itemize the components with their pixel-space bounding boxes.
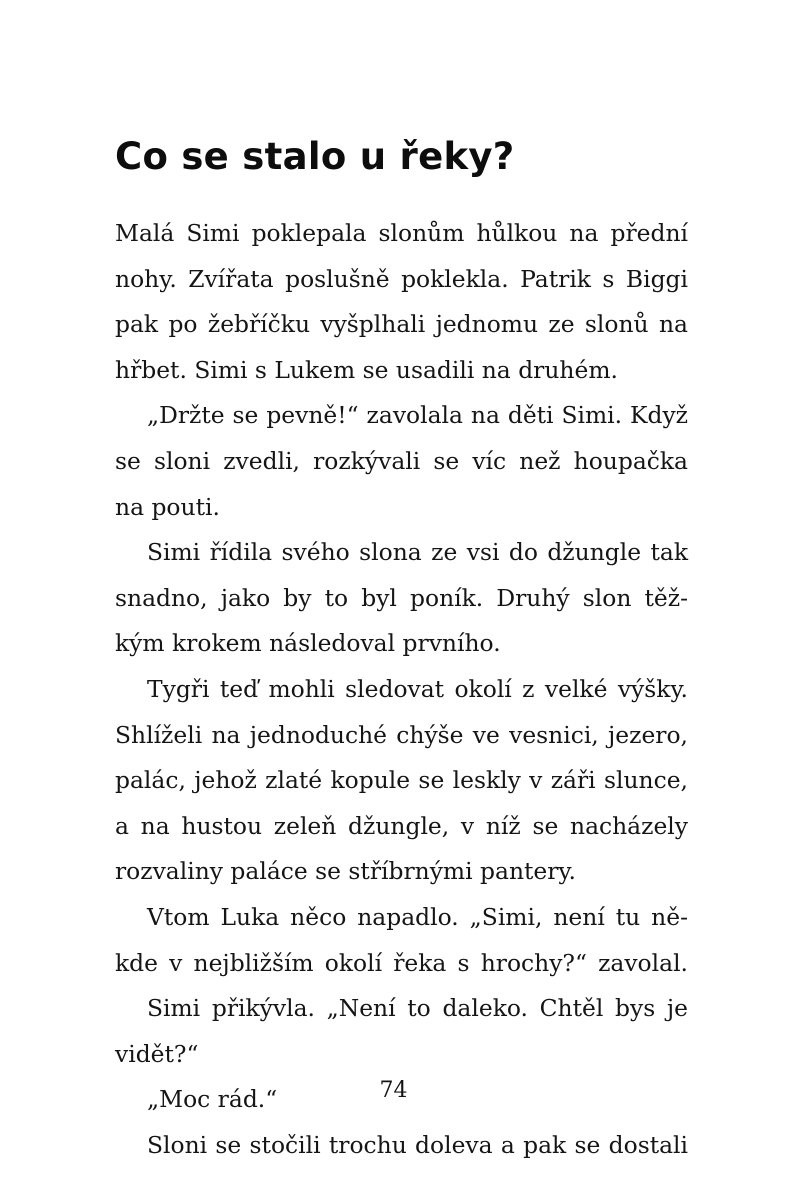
text-line: Shlíželi na jednoduché chýše ve vesnici, jezero,	[115, 720, 688, 749]
text-line: Tygři teď mohli sledovat okolí z velké výšky.	[147, 674, 688, 703]
text-line: rozvaliny paláce se stříbrnými pantery.	[115, 857, 576, 886]
chapter-title: Co se stalo u řeky?	[115, 135, 515, 178]
text-line: Sloni se stočili trochu doleva a pak se dostali	[147, 1130, 688, 1159]
text-line: Malá Simi poklepala slonům hůlkou na přední	[115, 219, 688, 247]
text-line: Vtom Luka něco napadlo. „Simi, není tu ně-	[147, 902, 688, 931]
text-line: hřbet. Simi s Lukem se usadili na druhém.	[115, 355, 618, 384]
text-line: kde v nejbližším okolí řeka s hrochy?“ zavolal.	[115, 948, 688, 977]
text-line: pak po žebříčku vyšplhali jednomu ze slonů na	[115, 310, 688, 339]
text-line: nohy. Zvířata poslušně poklekla. Patrik s Biggi	[115, 264, 688, 293]
text-line: Simi přikývla. „Není to daleko. Chtěl bys je	[147, 994, 688, 1023]
text-line: na pouti.	[115, 492, 220, 521]
text-line: „Moc rád.“	[147, 1085, 278, 1114]
text-line: se sloni zvedli, rozkývali se víc než houpačka	[115, 446, 688, 475]
text-line: Simi řídila svého slona ze vsi do džungle tak	[147, 538, 688, 567]
text-line: snadno, jako by to byl poník. Druhý slon těž-	[115, 583, 688, 612]
text-line: a na hustou zeleň džungle, v níž se nacházely	[115, 811, 688, 840]
text-line: „Držte se pevně!“ zavolala na děti Simi. Když	[147, 401, 688, 430]
text-line: palác, jehož zlaté kopule se leskly v záři slunce,	[115, 766, 688, 795]
text-line: kým krokem následoval prvního.	[115, 629, 501, 658]
text-line: vidět?“	[115, 1039, 199, 1068]
page-number: 74	[379, 1078, 408, 1103]
body-text	[115, 211, 688, 1168]
